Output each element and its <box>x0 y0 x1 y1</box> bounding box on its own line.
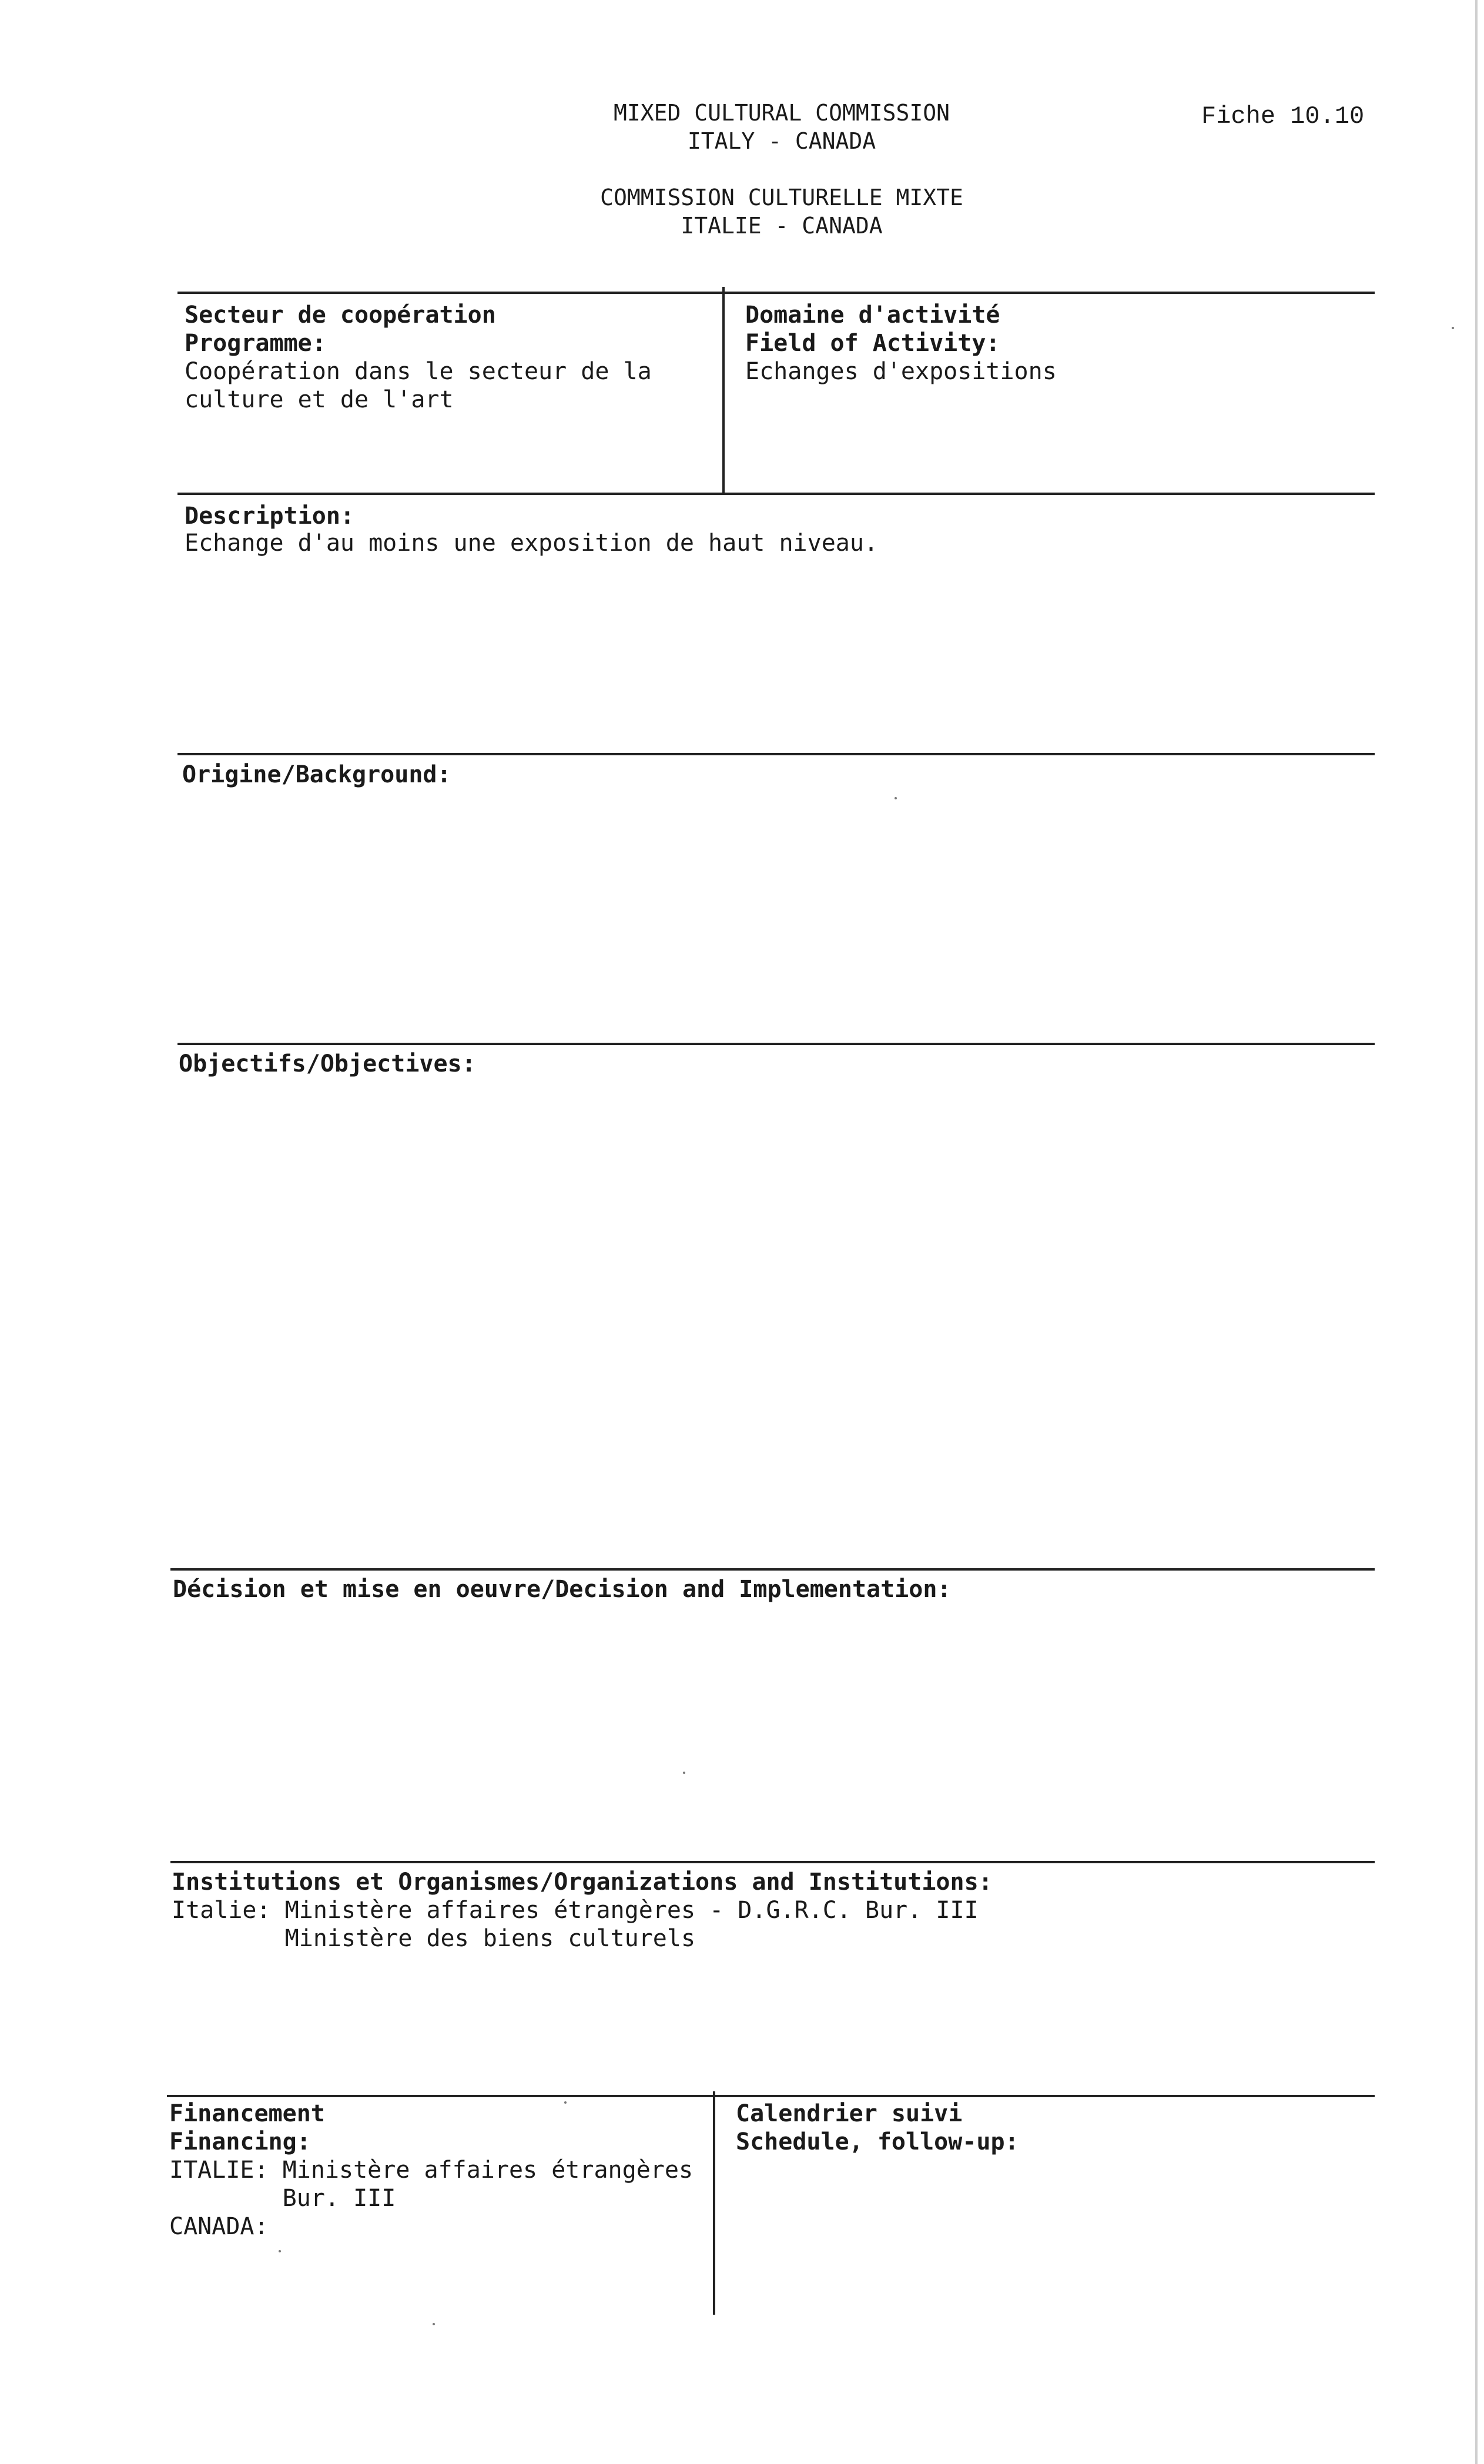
domain-value: Echanges d'expositions <box>745 358 1057 385</box>
header-title-en: MIXED CULTURAL COMMISSION <box>614 100 950 126</box>
institutions-italy-line1: Italie: Ministère affaires étrangères - D.G.R.C. Bur. III <box>172 1897 979 1924</box>
origin-label: Origine/Background: <box>182 761 451 788</box>
fiche-number: Fiche 10.10 <box>1201 102 1365 130</box>
scan-speck <box>1452 327 1454 329</box>
programme-label: Programme: <box>185 330 326 357</box>
decision-label: Décision et mise en oeuvre/Decision and Implementation: <box>173 1576 952 1603</box>
header-countries-fr: ITALIE - CANADA <box>681 213 883 239</box>
divider-financing <box>167 2095 1375 2097</box>
divider-vertical-top <box>722 287 725 493</box>
schedule-label: Calendrier suivi <box>736 2100 963 2127</box>
financing-label-en: Financing: <box>169 2128 311 2155</box>
financing-italy-line2: Bur. III <box>169 2185 396 2212</box>
financing-label: Financement <box>169 2100 325 2127</box>
page-edge-shadow <box>1475 0 1478 2464</box>
scan-speck <box>279 2250 281 2252</box>
domain-label: Domaine d'activité <box>745 302 1000 329</box>
divider-decision <box>170 1568 1375 1571</box>
divider-origin <box>177 753 1375 755</box>
institutions-label: Institutions et Organismes/Organizations and Institutions: <box>172 1869 993 1896</box>
institutions-italy-line2: Ministère des biens culturels <box>172 1925 696 1952</box>
description-label: Description: <box>185 503 354 530</box>
divider-description <box>177 493 1375 495</box>
divider-top <box>177 292 1375 294</box>
scan-speck <box>683 1772 685 1774</box>
header-countries-en: ITALY - CANADA <box>687 128 876 154</box>
financing-canada: CANADA: <box>169 2213 269 2240</box>
scan-speck <box>433 2323 435 2325</box>
financing-italy-line1: ITALIE: Ministère affaires étrangères <box>169 2157 694 2184</box>
field-of-activity-label: Field of Activity: <box>745 330 1000 357</box>
divider-vertical-bottom <box>713 2091 715 2315</box>
header-title-fr: COMMISSION CULTURELLE MIXTE <box>600 185 963 210</box>
sector-label: Secteur de coopération <box>185 302 496 329</box>
divider-institutions <box>170 1861 1375 1863</box>
scan-speck <box>564 2101 567 2104</box>
schedule-label-en: Schedule, follow-up: <box>736 2128 1019 2155</box>
description-value: Echange d'au moins une exposition de haut niveau. <box>185 530 879 557</box>
sector-value-line2: culture et de l'art <box>185 386 454 413</box>
sector-value-line1: Coopération dans le secteur de la <box>185 358 652 385</box>
divider-objectives <box>177 1043 1375 1045</box>
scan-speck <box>895 797 897 799</box>
objectives-label: Objectifs/Objectives: <box>179 1050 476 1077</box>
